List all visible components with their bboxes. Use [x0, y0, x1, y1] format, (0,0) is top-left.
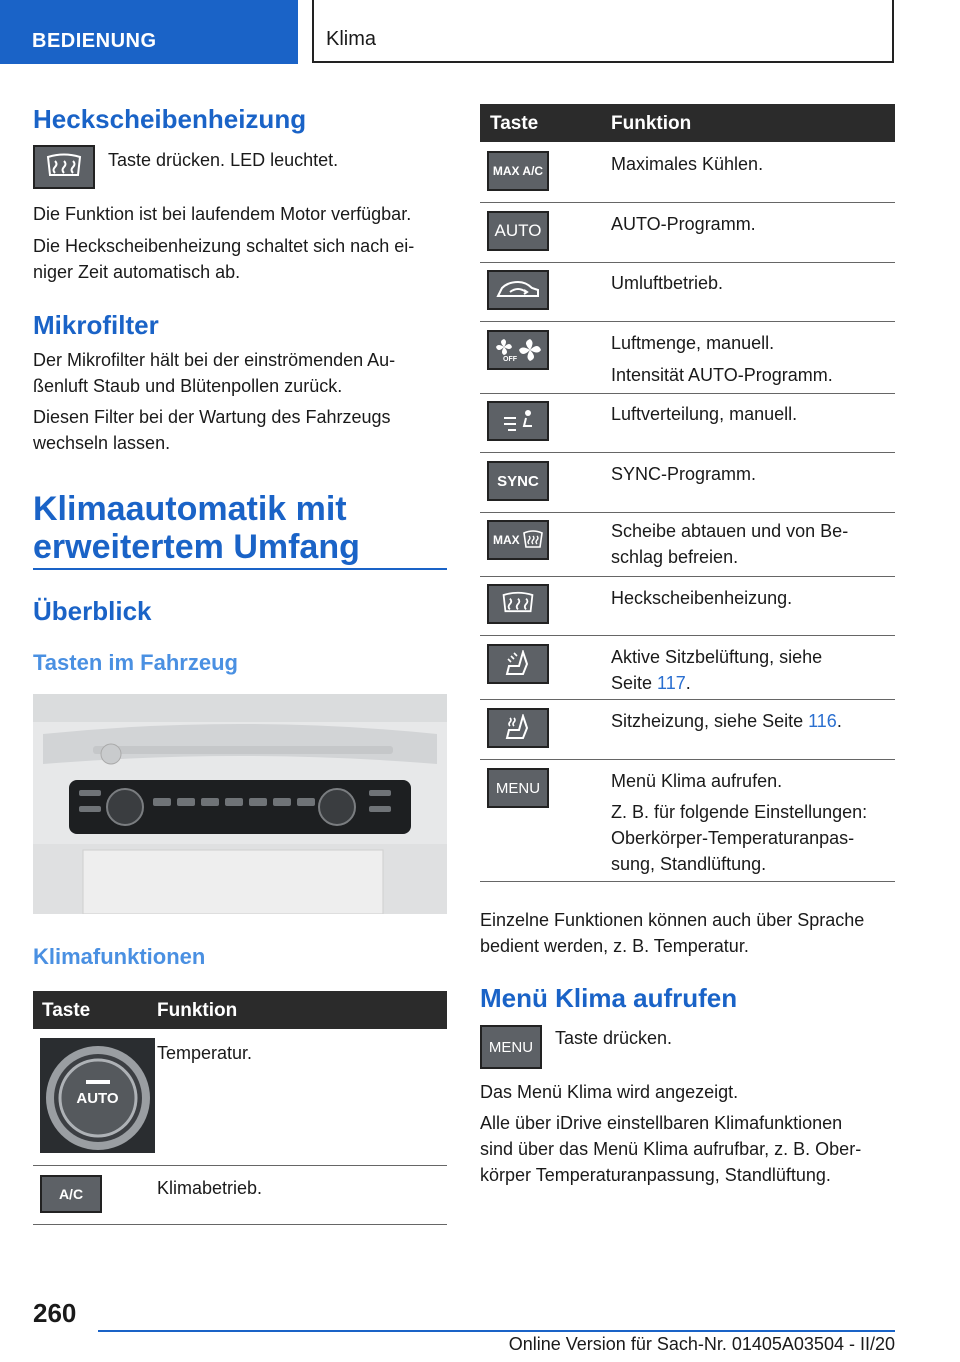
- section-tab: BEDIENUNG: [0, 0, 298, 64]
- footer-rule: [98, 1330, 895, 1332]
- max-ac-label: MAX A/C: [492, 164, 544, 178]
- rear-window-heating-button: [33, 145, 95, 189]
- auto-label: AUTO: [494, 221, 542, 240]
- seat-heating-icon: [503, 714, 533, 742]
- right-table-divider: [480, 635, 895, 636]
- menu-p2c: körper Temperaturanpassung, Standlüftung.: [480, 1165, 831, 1185]
- page-link-117[interactable]: 117: [657, 673, 686, 693]
- right-table-divider: [480, 699, 895, 700]
- right-row-4-text2: Intensität AUTO-Programm.: [611, 365, 833, 385]
- fan-off-label: OFF: [503, 356, 517, 363]
- right-row-9-text-b: [611, 670, 691, 696]
- fan-button: [487, 330, 549, 370]
- right-row-7-text: Scheibe abtauen und von Be-: [611, 521, 849, 541]
- right-th-key: Taste: [490, 113, 539, 134]
- chapter-title: Klima: [312, 0, 894, 63]
- heading-climate-functions: Klimafunktionen: [33, 944, 206, 969]
- voice-note-b: bedient werden, z. B. Temperatur.: [480, 936, 749, 956]
- rear-heating-instruction: Taste drücken. LED leuchtet.: [108, 150, 339, 170]
- right-table-divider: [480, 576, 895, 577]
- menu-p1: Das Menü Klima wird angezeigt.: [480, 1082, 739, 1102]
- right-row-10-text: [611, 708, 842, 734]
- right-row-3-text: Umluftbetrieb.: [611, 273, 724, 293]
- microfilter-p1b: ßenluft Staub und Blütenpollen zurück.: [33, 376, 343, 396]
- seat-vent-suffix: .: [685, 673, 691, 693]
- left-th-key: Taste: [42, 1000, 91, 1021]
- menu-instruction: Taste drücken.: [555, 1028, 673, 1048]
- title-underline: [33, 568, 447, 570]
- seat-ventilation-button: [487, 644, 549, 684]
- main-title-line1: Klimaautomatik mit: [33, 490, 347, 528]
- menu-p2a: Alle über iDrive einstellbaren Klimafunktionen: [480, 1113, 843, 1133]
- rear-heating-p2a: Die Heckscheibenheizung schaltet sich nach ei-: [33, 236, 415, 256]
- heading-menu-climate: Menü Klima aufrufen: [480, 983, 738, 1013]
- max-defrost-button: [487, 520, 549, 560]
- menu-button-2: [480, 1025, 542, 1069]
- sync-button: [487, 461, 549, 501]
- heading-microfilter: Mikrofilter: [33, 310, 159, 340]
- rear-heating-p1: Die Funktion ist bei laufendem Motor verfügbar.: [33, 204, 412, 224]
- seat-heat-suffix: .: [836, 711, 842, 731]
- menu-label: MENU: [495, 779, 541, 797]
- microfilter-p2b: wechseln lassen.: [33, 433, 171, 453]
- knob-auto-label: AUTO: [76, 1090, 119, 1107]
- right-table-divider: [480, 393, 895, 394]
- online-version-note: Online Version für Sach-Nr. 01405A03504 - II/20: [508, 1334, 895, 1354]
- menu-p2b: sind über das Menü Klima aufrufbar, z. B. Ober-: [480, 1139, 862, 1159]
- right-row-1-text: Maximales Kühlen.: [611, 154, 764, 174]
- ac-icon: A/C: [58, 1186, 84, 1202]
- voice-note-a: Einzelne Funktionen können auch über Sprache: [480, 910, 865, 930]
- right-table-divider: [480, 759, 895, 760]
- left-row-2-text: Klimabetrieb.: [157, 1178, 263, 1198]
- microfilter-p2a: Diesen Filter bei der Wartung des Fahrzeugs: [33, 407, 391, 427]
- auto-button: [487, 211, 549, 251]
- max-ac-button: [487, 151, 549, 191]
- fan-icon: [492, 335, 544, 365]
- left-table-divider: [33, 1165, 447, 1166]
- right-table-divider: [480, 202, 895, 203]
- right-row-4-text: Luftmenge, manuell.: [611, 333, 775, 353]
- right-row-6-text: SYNC-Programm.: [611, 464, 757, 484]
- left-th-function: Funktion: [157, 1000, 238, 1021]
- heading-rear-heating: Heckscheibenheizung: [33, 104, 307, 134]
- air-distribution-button: [487, 401, 549, 441]
- recirculation-icon: [494, 278, 542, 302]
- right-table-header: [480, 104, 895, 142]
- air-distribution-icon: [500, 408, 536, 434]
- max-defrost-icon: [522, 529, 544, 551]
- rear-window-heating-icon: [500, 591, 536, 617]
- right-row-11-text2: Z. B. für folgende Einstellungen:: [611, 802, 868, 822]
- right-table-divider: [480, 512, 895, 513]
- main-title: [33, 490, 360, 566]
- right-row-7-text-b: schlag befreien.: [611, 547, 739, 567]
- microfilter-p1a: Der Mikrofilter hält bei der einströmenden Au-: [33, 350, 396, 370]
- right-table-divider: [480, 262, 895, 263]
- main-title-line2: erweitertem Umfang: [33, 528, 360, 566]
- right-row-8-text: Heckscheibenheizung.: [611, 588, 793, 608]
- right-table-divider: [480, 881, 895, 882]
- right-row-11-text3: Oberkörper-Temperaturanpas-: [611, 828, 855, 848]
- heading-keys-in-vehicle: Tasten im Fahrzeug: [33, 650, 238, 675]
- right-th-function: Funktion: [611, 113, 692, 134]
- rear-window-heating-icon: [44, 153, 84, 181]
- rear-heating-p2b: niger Zeit automatisch ab.: [33, 262, 241, 282]
- right-row-11-text4: sung, Standlüftung.: [611, 854, 767, 874]
- menu-button: [487, 768, 549, 808]
- ac-button: [40, 1175, 102, 1213]
- right-row-5-text: Luftverteilung, manuell.: [611, 404, 798, 424]
- page-link-116[interactable]: 116: [808, 711, 837, 731]
- temperature-knob-image: [40, 1038, 155, 1153]
- right-table-divider: [480, 452, 895, 453]
- right-row-11-text: Menü Klima aufrufen.: [611, 771, 783, 791]
- recirculation-button: [487, 270, 549, 310]
- right-row-9-text: Aktive Sitzbelüftung, siehe: [611, 647, 823, 667]
- climate-panel-photo: [33, 694, 447, 914]
- heading-overview: Überblick: [33, 596, 152, 626]
- seat-ventilation-icon: [503, 650, 533, 678]
- left-table-header: [33, 991, 447, 1029]
- right-table-divider: [480, 321, 895, 322]
- menu-label-2: MENU: [488, 1038, 534, 1056]
- max-defrost-label: MAX: [493, 533, 520, 547]
- left-row-1-text: Temperatur.: [157, 1043, 253, 1063]
- seat-vent-seite: Seite: [611, 673, 658, 693]
- left-table-divider: [33, 1224, 447, 1225]
- seat-heating-button: [487, 708, 549, 748]
- right-row-2-text: AUTO-Programm.: [611, 214, 756, 234]
- rear-window-heating-button-2: [487, 584, 549, 624]
- sync-label: SYNC: [497, 472, 539, 490]
- page-number: 260: [33, 1298, 77, 1328]
- seat-heat-text: Sitzheizung, siehe Seite: [611, 711, 809, 731]
